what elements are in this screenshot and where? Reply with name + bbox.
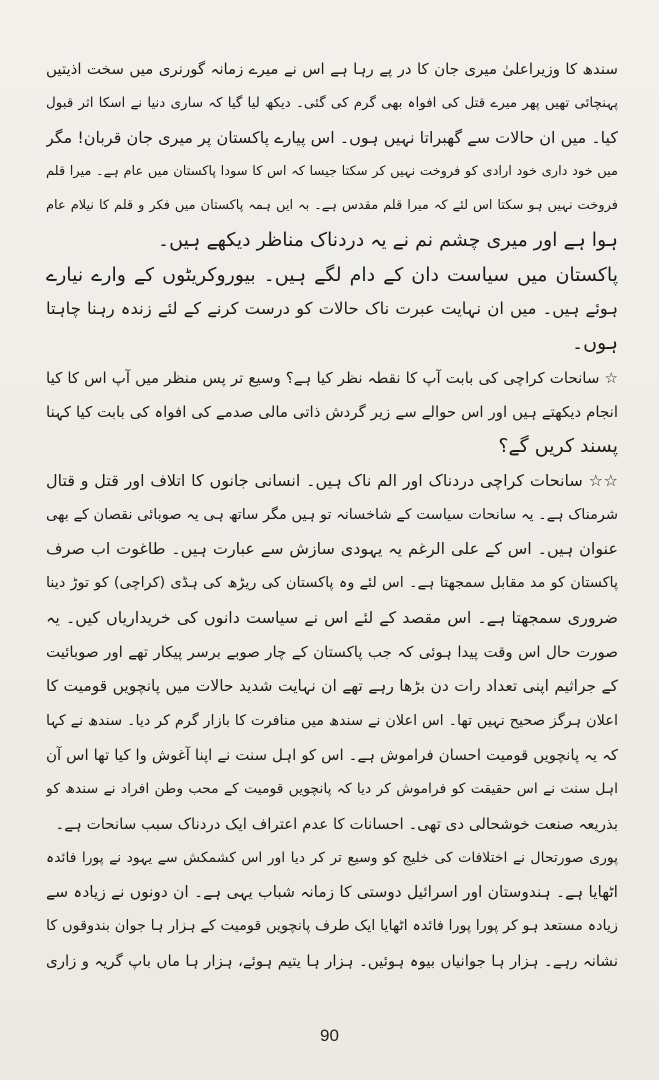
text-line: پاکستان کو مد مقابل سمجھتا ہے۔ اس لئے وہ پاکستان کی ریڑھ کی ہڈی (کراچی) کو توڑ دینا [46,575,618,592]
text-line: ہوا ہے اور میری چشم نم نے یہ دردناک مناظر دیکھے ہیں۔ [157,229,618,252]
text-line: پسند کریں گے؟ [498,435,618,458]
text-line: میں خود داری خود ارادی کو فروخت نہیں کر سکتا جیسا کہ اس کا سودا پاکستان میں عام ہے۔ میرا قلم [46,163,618,179]
text-line: اہل سنت نے اس حقیقت کو فراموش کر دیا کہ پانچویں قومیت کے محب وطن افراد نے سندھ کو [46,781,618,798]
text-line: عنوان ہیں۔ اس کے علی الرغم یہ یہودی سازش سے عبارت ہیں۔ طاغوت اب صرف [46,539,618,559]
text-line: بذریعہ صنعت خوشحالی دی تھی۔ احسانات کا عدم اعتراف ایک دردناک سبب سانحات ہے۔ [55,814,618,833]
text-line: ہوں۔ [571,332,618,355]
text-line: پوری صورتحال نے اختلافات کی خلیج کو وسیع تر کر دیا اور اس کشمکش سے یہود نے پورا فائدہ [46,849,618,866]
text-line: نشانہ رہے۔ ہزار ہا جوانیاں بیوہ ہوئیں۔ ہزار ہا یتیم ہوئے، ہزار ہا ماں باپ گریہ و زاری [46,951,618,970]
text-line: ☆ سانحات کراچی کی بابت آپ کا نقطہ نظر کیا ہے؟ وسیع تر پس منظر میں آپ اس کا کیا [46,368,618,387]
text-line: صورت حال اس وقت پیدا ہوئی کہ جب پاکستان کے چار صوبے برسر پیکار تھے اور صوبائیت [46,643,618,662]
text-line: کے جراثیم اپنی تعداد رات دن بڑھا رہے تھے ان نہایت شدید حالات میں پانچویں قومیت کا [46,677,618,696]
page-number: 90 [320,1026,339,1045]
text-line: انجام دیکھتے ہیں اور اس حوالے سے زیر گردش ذاتی مالی صدمے کی افواہ کی بابت کیا کہنا [46,402,618,421]
text-line: ضروری سمجھتا ہے۔ اس مقصد کے لئے اس نے سیاست دانوں کی خریداریاں کیں۔ یہ [46,607,618,627]
text-line: فروخت نہیں ہو سکتا اس لئے کہ میرا قلم مقدس ہے۔ بہ ایں ہمہ پاکستان میں فکر و قلم کا نیلام عام [46,198,618,214]
text-line: اعلان ہرگز صحیح نہیں تھا۔ اس اعلان نے سندھ میں منافرت کا بازار گرم کر دیا۔ سندھ نے کہا [46,712,618,729]
text-line: اٹھایا ہے۔ ہندوستان اور اسرائیل دوستی کا زمانہ شباب یہی ہے۔ ان دونوں نے زیادہ سے [46,883,618,902]
text-line: ہوئے ہیں۔ میں ان نہایت عبرت ناک حالات کو درست کرنے کے لئے زندہ رہنا چاہتا [46,299,618,319]
text-line: زیادہ مستعد ہو کر پورا پورا فائدہ اٹھایا ایک طرف پانچویں قومیت کے ہزار ہا جوان بندوقوں کا [46,918,618,935]
text-line: سندھ کا وزیراعلیٰ میری جان کا در پے رہا ہے اس نے میرے زمانہ گورنری میں سخت اذیتیں [46,60,618,78]
text-line: کیا۔ میں ان حالات سے گھبراتا نہیں ہوں۔ اس پیارے پاکستان پر میری جان قربان! مگر [46,127,618,147]
text-line: ☆☆ سانحات کراچی دردناک اور الم ناک ہیں۔ انسانی جانوں کا اتلاف اور قتل و قتال [46,470,618,490]
urdu-text-body [46,52,618,978]
text-line: پاکستان میں سیاست دان کے دام لگے ہیں۔ بیوروکریٹوں کے وارے نیارے [46,263,618,286]
text-line: شرمناک ہے۔ یہ سانحات سیاست کے شاخسانہ تو ہیں مگر ساتھ ہی یہ صوبائی نقصان کے بھی [46,506,618,523]
text-line: کہ یہ پانچویں قومیت احسان فراموش ہے۔ اس کو اہل سنت نے اپنا آغوش وا کیا تھا اس آن [46,745,618,764]
text-line: پہنچائی تھیں پھر میرے قتل کی افواہ بھی گرم کی گئی۔ دیکھ لیا گیا کہ ساری دنیا نے اسکا اثر قبول [46,95,618,112]
